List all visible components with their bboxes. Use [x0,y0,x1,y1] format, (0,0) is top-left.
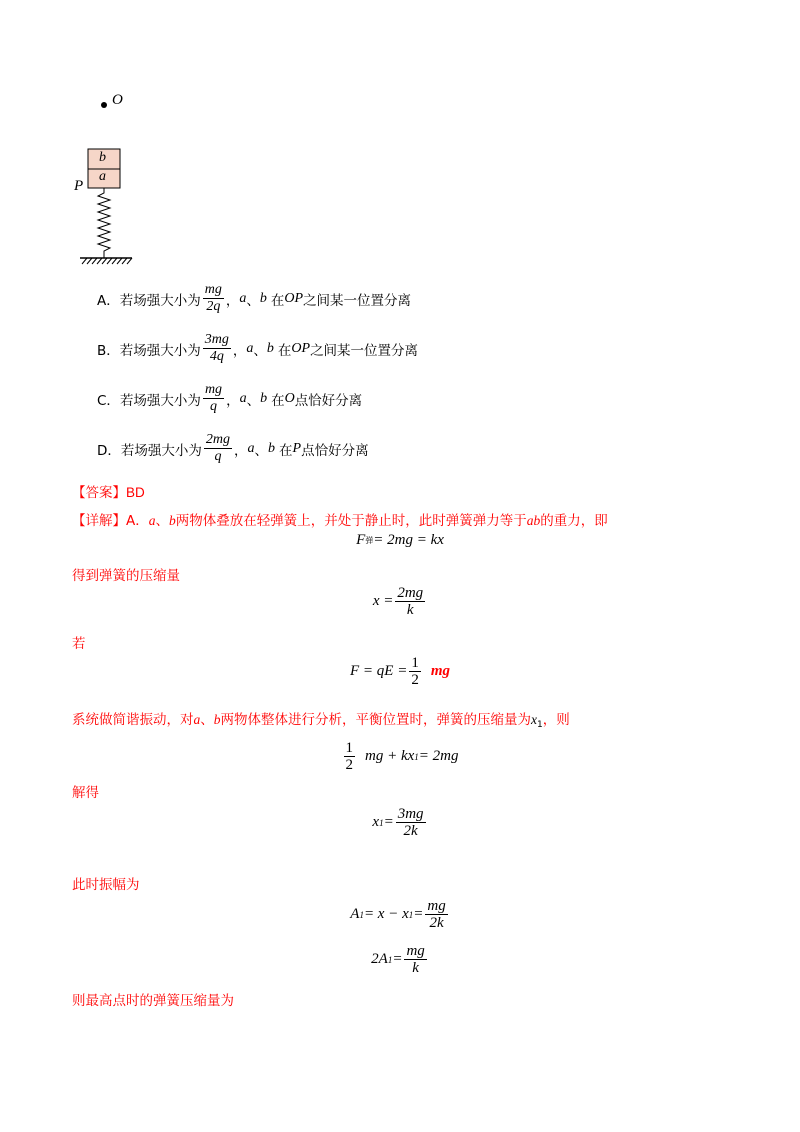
ground-hatch [82,258,132,264]
label-b: b [99,150,106,165]
detail-line-8: 则最高点时的弹簧压缩量为 [72,993,234,1009]
answer-value: BD [126,485,145,500]
detail-line-4: 系统做简谐振动，对a、b两物体整体进行分析，平衡位置时，弹簧的压缩量为$x_1$，则 [72,712,570,730]
equation-2: x = $\frac{2mg}{k}$ [372,585,424,618]
detail-line-3: 若 [72,636,86,652]
equation-4: $\frac{1}{2}$ mg + kx 1 = 2mg [345,740,459,773]
option-letter: D． [97,442,121,459]
option-letter: A． [97,292,120,309]
answer-label: 【答案】 [72,485,126,501]
label-o: O [112,92,123,108]
option-fraction: $\frac{2mg}{q}$ [205,432,231,464]
equation-6: A 1 = x − x 1 = $\frac{mg}{2k}$ [350,898,446,931]
option-pre: 若场强大小为 [120,442,202,459]
label-a: a [99,169,106,184]
spring-block-diagram [70,90,170,270]
option-letter: C． [97,392,120,409]
physics-figure [70,90,170,270]
equation-7: 2A 1 = $\frac{mg}{k}$ [371,943,425,976]
spring [98,188,110,258]
label-p: P [74,178,84,194]
option-c: C． 若场强大小为 $\frac{mg}{q}$ ， a 、 b 在 O 点恰好分离 [97,382,363,414]
point-o-dot [101,102,107,108]
option-pre: 若场强大小为 [119,292,201,309]
detail-line-1: 【详解】A．a、b两物体叠放在轻弹簧上，并处于静止时，此时弹簧弹力等于ab的重力，即 [72,513,608,529]
detail-line-5: 解得 [72,785,99,801]
option-pre: 若场强大小为 [119,342,201,359]
option-fraction: $\frac{mg}{2q}$ [204,282,222,314]
option-letter: B． [97,342,120,359]
equation-3: F = qE = $\frac{1}{2}$ mg [350,655,450,688]
option-a: A． 若场强大小为 $\frac{mg}{2q}$ ， a 、 b 在 OP 之间某一位置分离 [97,282,412,314]
detail-label: 【详解】 [72,513,126,529]
option-d: D． 若场强大小为 $\frac{2mg}{q}$ ， a 、 b 在 P 点恰好分离 [97,432,369,464]
option-b: B． 若场强大小为 $\frac{3mg}{4q}$ ， a 、 b 在 OP 之间某一位置分离 [97,332,419,364]
detail-line-2: 得到弹簧的压缩量 [72,568,180,584]
detail-line-6: 此时振幅为 [72,877,140,893]
option-pre: 若场强大小为 [119,392,201,409]
option-fraction: $\frac{3mg}{4q}$ [204,332,229,364]
option-fraction: $\frac{mg}{q}$ [204,382,223,414]
equation-5: x 1 = $\frac{3mg}{2k}$ [372,806,424,839]
equation-1: F 弹 = 2mg = kx [356,532,444,548]
answer-line [72,481,145,501]
